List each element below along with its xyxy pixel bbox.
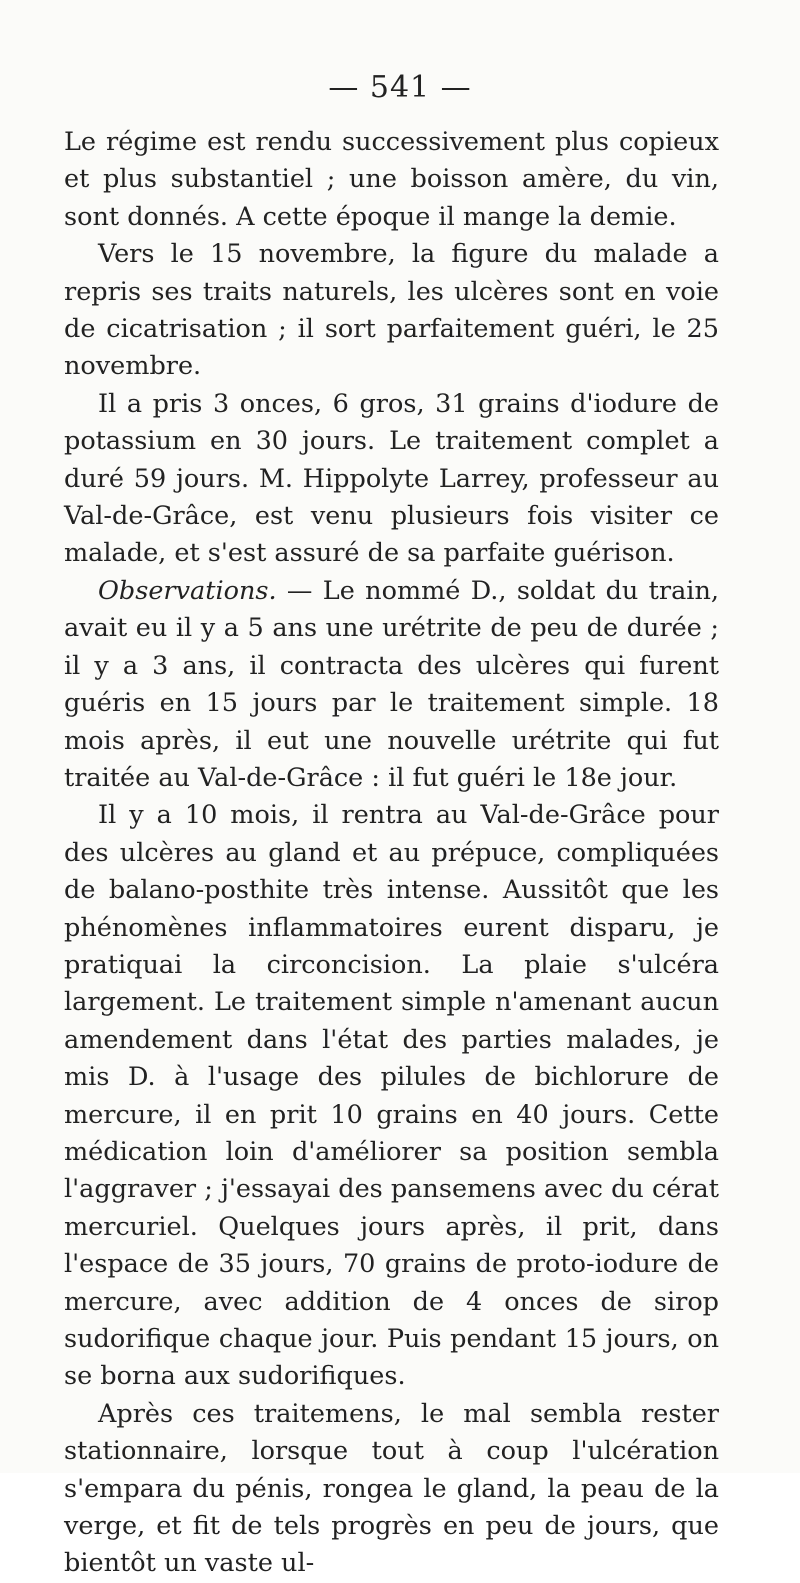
observations-text: — Le nommé D., soldat du train, avait eu il y a 5 ans une urétrite de peu de durée ; il y a 3 ans, il contracta des ulcères qui furent guéris en 15 jours par le traitement simple. 18 mois après, il eut une nouvelle urétrite qui fut traitée au Val-de-Grâce : il fut guéri le 18e jour.: [64, 575, 719, 793]
paragraph-novembre: Vers le 15 novembre, la figure du malade a repris ses traits naturels, les ulcères sont en voie de cicatrisation ; il sort parfaitement guéri, le 25 novembre.: [64, 239, 719, 382]
paragraph-iodure: Il a pris 3 onces, 6 gros, 31 grains d'iodure de potassium en 30 jours. Le traitement complet a duré 59 jours. M. Hippolyte Larrey, professeur au Val-de-Grâce, est venu plusieurs fois visiter ce malade, et s'est assuré de sa parfaite guérison.: [64, 388, 719, 569]
observations-label: Observations.: [98, 575, 277, 606]
body-text: [64, 124, 719, 1583]
paragraph-circoncision: Il y a 10 mois, il rentra au Val-de-Grâce pour des ulcères au gland et au prépuce, compliquées de balano-posthite très intense. Aussitôt que les phénomènes inflammatoires eurent disparu, je pratiquai la circoncision. La plaie s'ulcéra largement. Le traitement simple n'amenant aucun amendement dans l'état des parties malades, je mis D. à l'usage des pilules de bichlorure de mercure, il en prit 10 grains en 40 jours. Cette médication loin d'améliorer sa position sembla l'aggraver ; j'essayai des pansemens avec du cérat mercuriel. Quelques jours après, il prit, dans l'espace de 35 jours, 70 grains de proto-iodure de mercure, avec addition de 4 onces de sirop sudorifique chaque jour. Puis pendant 15 jours, on se borna aux sudorifiques.: [64, 800, 719, 1392]
page-number: — 541 —: [328, 70, 472, 105]
paragraph-observations: [64, 573, 719, 797]
paragraph-regime: Le régime est rendu successivement plus copieux et plus substantiel ; une boisson amère, du vin, sont donnés. A cette époque il mange la demie.: [64, 127, 719, 232]
paragraph-ulceration: Après ces traitemens, le mal sembla rester stationnaire, lorsque tout à coup l'ulcération s'empara du pénis, rongea le gland, la peau de la verge, et fit de tels progrès en peu de jours, que bientôt un vaste ul-: [64, 1398, 719, 1579]
